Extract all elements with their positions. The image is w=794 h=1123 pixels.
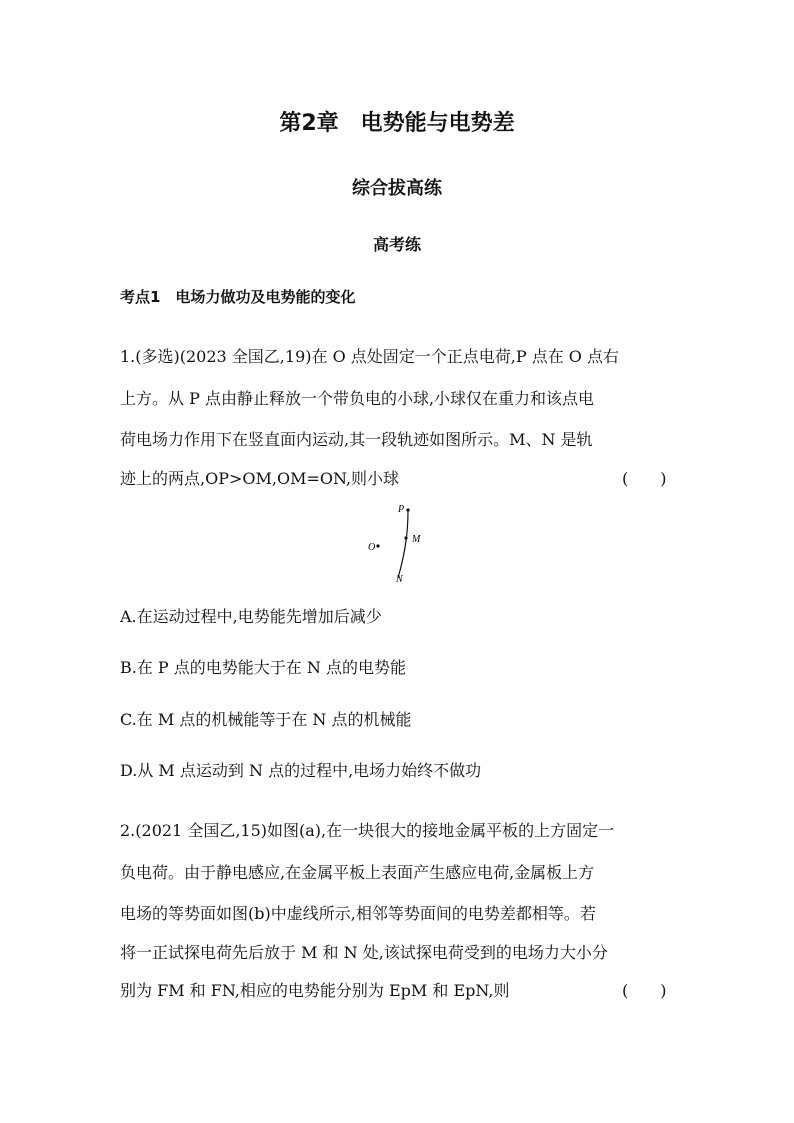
label-n: N (396, 574, 403, 585)
q1-option-b: B.在 P 点的电势能大于在 N 点的电势能 (120, 658, 406, 677)
label-p: P (398, 504, 405, 515)
topic-heading: 考点1 电场力做功及电势能的变化 (120, 288, 356, 306)
trajectory-curve (398, 510, 408, 578)
q1-answer-bracket: ( ) (622, 469, 667, 488)
q1-trajectory-figure (360, 500, 440, 590)
point-p (406, 508, 409, 511)
q1-option-c: C.在 M 点的机械能等于在 N 点的机械能 (120, 710, 412, 729)
label-m: M (412, 534, 421, 545)
q2-line-1: 2.(2021 全国乙,15)如图(a),在一块很大的接地金属平板的上方固定一 (120, 821, 615, 840)
section-heading: 高考练 (372, 235, 421, 254)
point-o (376, 544, 379, 547)
q1-line-1: 1.(多选)(2023 全国乙,19)在 O 点处固定一个正点电荷,P 点在 O 点右 (120, 347, 620, 366)
subtitle: 综合拔高练 (352, 178, 442, 199)
point-m (404, 536, 407, 539)
q1-option-d: D.从 M 点运动到 N 点的过程中,电场力始终不做功 (120, 761, 482, 780)
q2-line-5: 别为 FM 和 FN,相应的电势能分别为 EpM 和 EpN,则 (120, 981, 510, 1000)
q2-line-2: 负电荷。由于静电感应,在金属平板上表面产生感应电荷,金属板上方 (120, 863, 595, 882)
q1-line-4: 迹上的两点,OP>OM,OM=ON,则小球 (120, 469, 400, 488)
q2-line-3: 电场的等势面如图(b)中虚线所示,相邻等势面间的电势差都相等。若 (120, 904, 596, 923)
chapter-title: 第2章 电势能与电势差 (279, 111, 515, 136)
q1-option-a: A.在运动过程中,电势能先增加后减少 (120, 607, 382, 626)
q1-line-2: 上方。从 P 点由静止释放一个带负电的小球,小球仅在重力和该点电 (120, 389, 595, 408)
q1-line-3: 荷电场力作用下在竖直面内运动,其一段轨迹如图所示。M、N 是轨 (120, 430, 593, 449)
q2-answer-bracket: ( ) (622, 981, 667, 1000)
q2-line-4: 将一正试探电荷先后放于 M 和 N 处,该试探电荷受到的电场力大小分 (120, 943, 608, 962)
label-o: O (368, 542, 376, 553)
